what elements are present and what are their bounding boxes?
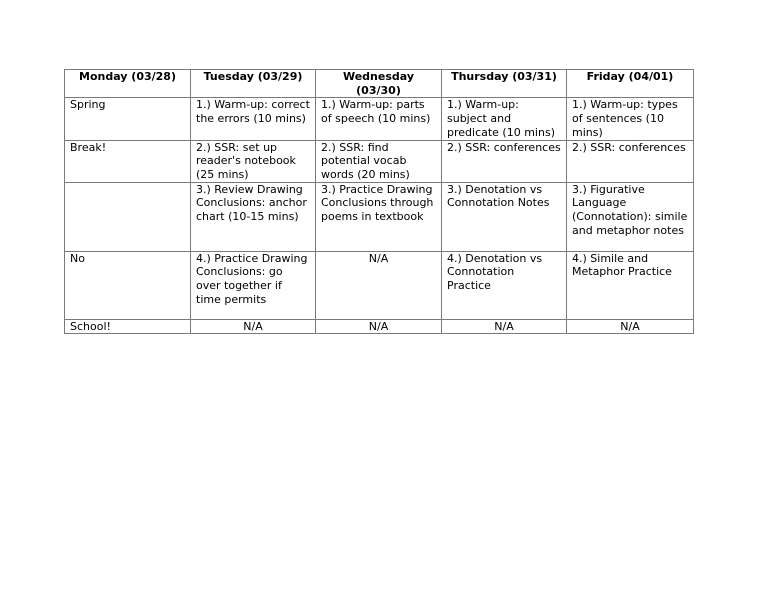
table-row [65, 319, 694, 334]
table-cell: 4.) Practice Drawing Conclusions: go over together if time permits [191, 251, 316, 319]
header-tuesday: Tuesday (03/29) [191, 70, 316, 98]
table-cell: No [65, 251, 191, 319]
header-thursday: Thursday (03/31) [442, 70, 567, 98]
table-cell [65, 182, 191, 251]
table-cell: 1.) Warm-up: correct the errors (10 mins) [191, 98, 316, 140]
header-monday: Monday (03/28) [65, 70, 191, 98]
table-cell: 2.) SSR: conferences [567, 140, 694, 182]
table-cell: N/A [567, 319, 694, 334]
table-cell: 3.) Denotation vs Connotation Notes [442, 182, 567, 251]
table-cell: 3.) Review Drawing Conclusions: anchor chart (10-15 mins) [191, 182, 316, 251]
table-cell: 1.) Warm-up: types of sentences (10 mins) [567, 98, 694, 140]
table-cell: N/A [191, 319, 316, 334]
table-cell: Spring [65, 98, 191, 140]
table-cell: 3.) Figurative Language (Connotation): simile and metaphor notes [567, 182, 694, 251]
header-friday: Friday (04/01) [567, 70, 694, 98]
table-cell: 2.) SSR: find potential vocab words (20 mins) [316, 140, 442, 182]
table-row [65, 98, 694, 140]
table-cell: 1.) Warm-up: parts of speech (10 mins) [316, 98, 442, 140]
table-row [65, 182, 694, 251]
table-cell: 4.) Simile and Metaphor Practice [567, 251, 694, 319]
table-cell: 4.) Denotation vs Connotation Practice [442, 251, 567, 319]
table-row [65, 251, 694, 319]
table-row [65, 140, 694, 182]
table-cell: 2.) SSR: set up reader's notebook (25 mins) [191, 140, 316, 182]
table-cell: 1.) Warm-up: subject and predicate (10 mins) [442, 98, 567, 140]
table-cell: N/A [442, 319, 567, 334]
table-cell: 3.) Practice Drawing Conclusions through poems in textbook [316, 182, 442, 251]
table-header-row [65, 70, 694, 98]
table-cell: 2.) SSR: conferences [442, 140, 567, 182]
table-cell: School! [65, 319, 191, 334]
weekly-schedule-table [64, 69, 694, 334]
header-wednesday: Wednesday (03/30) [316, 70, 442, 98]
table-cell: Break! [65, 140, 191, 182]
table-cell: N/A [316, 251, 442, 319]
table-cell: N/A [316, 319, 442, 334]
